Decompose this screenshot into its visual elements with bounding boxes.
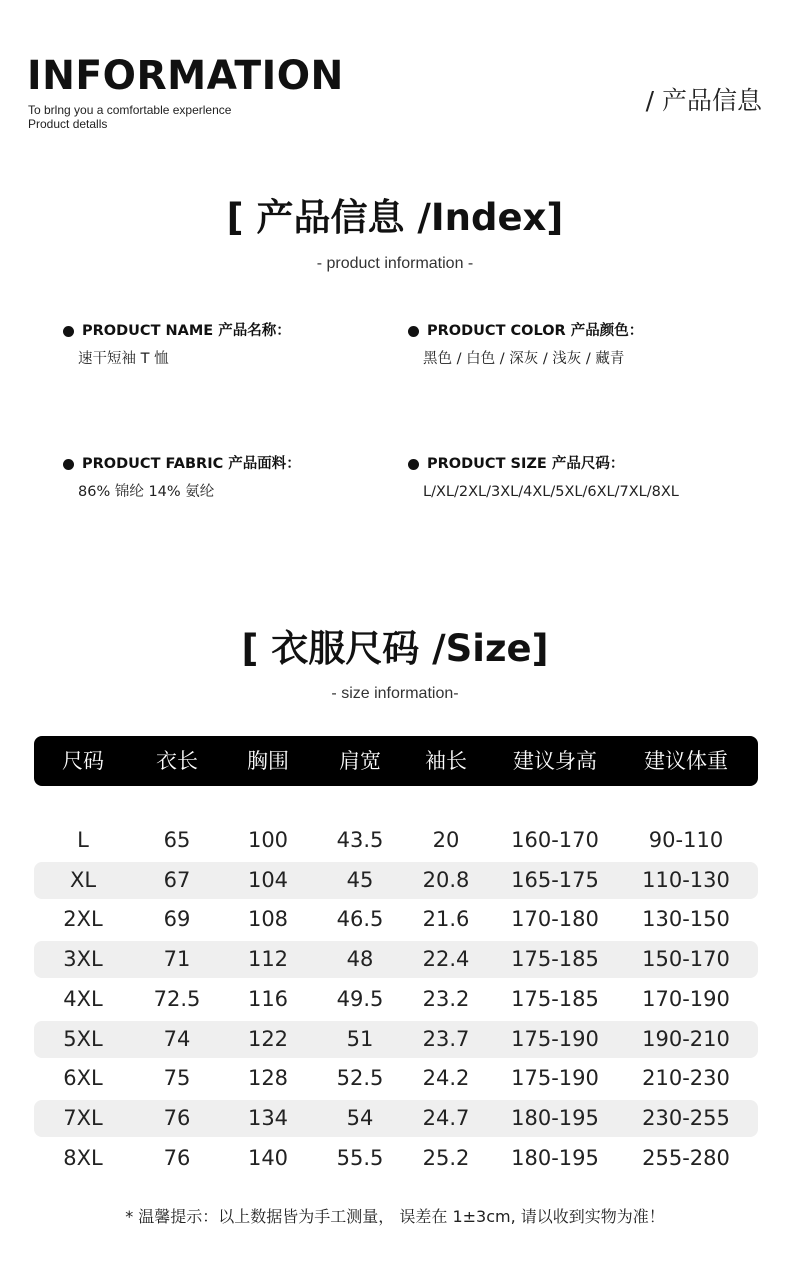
header-right-label: / 产品信息 (645, 86, 762, 115)
header-size: 尺码 (62, 749, 104, 773)
product-name-value: 速干短袖 T 恤 (78, 351, 169, 367)
cell-weight: 190-210 (642, 1027, 730, 1051)
header-chest: 胸围 (247, 749, 289, 773)
cell-length: 76 (163, 1106, 191, 1130)
product-size-block (408, 454, 679, 502)
table-row (34, 1140, 758, 1177)
product-fabric-block (63, 454, 301, 502)
cell-length: 74 (163, 1027, 191, 1051)
cell-length: 67 (163, 868, 191, 892)
product-color-value: 黑色 / 白色 / 深灰 / 浅灰 / 藏青 (423, 351, 625, 367)
cell-shoulder: 52.5 (336, 1066, 384, 1090)
header-length: 衣长 (156, 749, 198, 773)
brand-heading: INFORMATION (27, 53, 344, 99)
cell-shoulder: 45 (346, 868, 374, 892)
bullet-icon (63, 459, 74, 470)
cell-sleeve: 20.8 (422, 868, 470, 892)
cell-chest: 134 (247, 1106, 289, 1130)
cell-shoulder: 55.5 (336, 1146, 384, 1170)
cell-chest: 104 (247, 868, 289, 892)
cell-sleeve: 23.7 (422, 1027, 470, 1051)
cell-height: 170-180 (511, 907, 599, 931)
cell-sleeve: 20 (432, 828, 460, 852)
header-weight: 建议体重 (644, 749, 728, 773)
cell-height: 175-185 (511, 947, 599, 971)
measurement-note: * 温馨提示：以上数据皆为手工测量， 误差在 1±3cm, 请以收到实物为准！ (125, 1207, 665, 1226)
index-section-title: [ 产品信息 /Index] (226, 196, 564, 239)
cell-chest: 100 (247, 828, 289, 852)
cell-weight: 230-255 (642, 1106, 730, 1130)
bullet-icon (408, 459, 419, 470)
cell-height: 175-185 (511, 987, 599, 1011)
cell-height: 180-195 (511, 1146, 599, 1170)
size-table-header (34, 736, 758, 786)
cell-size: 7XL (63, 1106, 103, 1130)
product-fabric-label-row (63, 454, 301, 474)
cell-height: 175-190 (511, 1066, 599, 1090)
cell-length: 69 (163, 907, 191, 931)
cell-sleeve: 21.6 (422, 907, 470, 931)
cell-size: L (77, 828, 89, 852)
cell-chest: 116 (247, 987, 289, 1011)
cell-sleeve: 24.7 (422, 1106, 470, 1130)
product-color-label-row (408, 321, 643, 341)
product-fabric-value: 86% 锦纶 14% 氨纶 (78, 484, 215, 500)
cell-size: 8XL (63, 1146, 103, 1170)
cell-size: 3XL (63, 947, 103, 971)
cell-length: 72.5 (153, 987, 201, 1011)
product-size-label: PRODUCT SIZE 产品尺码： (427, 456, 625, 472)
cell-height: 160-170 (511, 828, 599, 852)
cell-shoulder: 49.5 (336, 987, 384, 1011)
product-fabric-label: PRODUCT FABRIC 产品面料： (82, 456, 301, 472)
cell-shoulder: 51 (346, 1027, 374, 1051)
cell-weight: 170-190 (642, 987, 730, 1011)
cell-size: 5XL (63, 1027, 103, 1051)
cell-weight: 210-230 (642, 1066, 730, 1090)
size-section-title: [ 衣服尺码 /Size] (241, 627, 549, 670)
cell-height: 165-175 (511, 868, 599, 892)
cell-sleeve: 22.4 (422, 947, 470, 971)
cell-shoulder: 54 (346, 1106, 374, 1130)
cell-weight: 90-110 (648, 828, 724, 852)
product-name-block (63, 321, 291, 369)
cell-shoulder: 48 (346, 947, 374, 971)
product-size-value: L/XL/2XL/3XL/4XL/5XL/6XL/7XL/8XL (423, 484, 679, 500)
table-row (34, 941, 758, 978)
table-row (34, 901, 758, 938)
product-color-block (408, 321, 643, 369)
cell-sleeve: 23.2 (422, 987, 470, 1011)
cell-length: 71 (163, 947, 191, 971)
product-name-label: PRODUCT NAME 产品名称： (82, 323, 291, 339)
cell-size: 6XL (63, 1066, 103, 1090)
cell-size: 4XL (63, 987, 103, 1011)
cell-sleeve: 25.2 (422, 1146, 470, 1170)
cell-weight: 255-280 (642, 1146, 730, 1170)
size-section-subtitle: - size information- (331, 685, 459, 702)
cell-weight: 130-150 (642, 907, 730, 931)
product-name-label-row (63, 321, 291, 341)
table-row (34, 822, 758, 859)
cell-chest: 108 (247, 907, 289, 931)
cell-length: 75 (163, 1066, 191, 1090)
cell-chest: 128 (247, 1066, 289, 1090)
cell-chest: 112 (247, 947, 289, 971)
cell-height: 180-195 (511, 1106, 599, 1130)
cell-length: 65 (163, 828, 191, 852)
product-size-label-row (408, 454, 679, 474)
cell-weight: 150-170 (642, 947, 730, 971)
table-row (34, 1060, 758, 1097)
cell-size: XL (69, 868, 97, 892)
table-row (34, 1021, 758, 1058)
cell-shoulder: 43.5 (336, 828, 384, 852)
cell-sleeve: 24.2 (422, 1066, 470, 1090)
cell-size: 2XL (63, 907, 103, 931)
cell-shoulder: 46.5 (336, 907, 384, 931)
cell-chest: 122 (247, 1027, 289, 1051)
index-section-subtitle: - product information - (316, 255, 474, 272)
header-subtitle-line1: To brlng you a comfortable experlence (28, 103, 232, 117)
cell-chest: 140 (247, 1146, 289, 1170)
header-sleeve: 袖长 (425, 749, 467, 773)
cell-height: 175-190 (511, 1027, 599, 1051)
bullet-icon (63, 326, 74, 337)
table-row (34, 1100, 758, 1137)
table-row (34, 981, 758, 1018)
cell-length: 76 (163, 1146, 191, 1170)
bullet-icon (408, 326, 419, 337)
header-shoulder: 肩宽 (339, 749, 381, 773)
product-color-label: PRODUCT COLOR 产品颜色： (427, 323, 644, 339)
table-row (34, 862, 758, 899)
header-subtitle-line2: Product detalls (28, 117, 108, 131)
cell-weight: 110-130 (642, 868, 730, 892)
header-height: 建议身高 (513, 749, 597, 773)
